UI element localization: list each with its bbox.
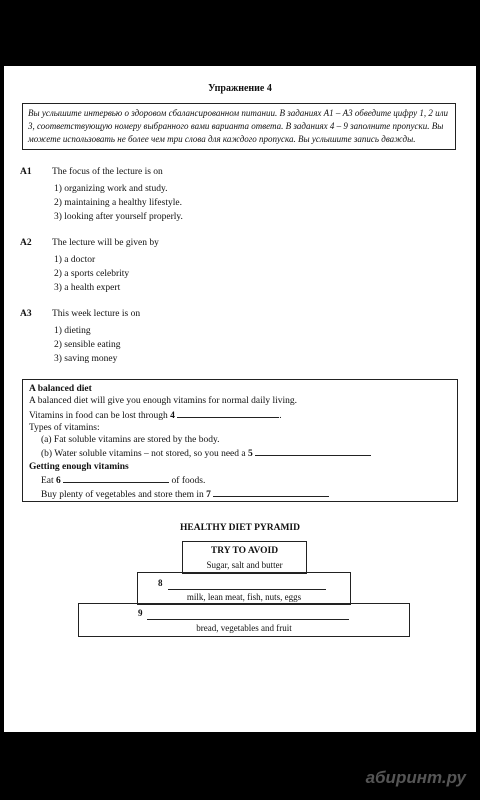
notes-heading: A balanced diet [29,384,92,394]
question-number: A1 [20,167,32,177]
gap-number: 8 [158,578,163,588]
question-stem: This week lecture is on [52,309,141,319]
gap-7-blank[interactable] [213,487,329,497]
option-1[interactable]: 1) dieting [54,326,91,336]
watermark-logo: абиринт.ру [365,768,466,787]
gap-number: 9 [138,608,143,618]
gap-number: 5 [247,449,253,460]
gap-number: 6 [56,476,61,487]
gap-6-blank[interactable] [63,473,169,483]
gap-9-blank[interactable] [147,619,349,620]
pyramid-middle-text: milk, lean meat, fish, nuts, eggs [186,592,302,602]
option-3[interactable]: 3) looking after yourself properly. [54,212,183,222]
pyramid-top-text: Sugar, salt and butter [206,560,283,570]
notes-line-gap-7: Buy plenty of vegetables and store them in 7 [29,487,451,501]
worksheet-page [4,66,476,732]
pyramid-bottom-text: bread, vegetables and fruit [196,623,292,633]
option-2[interactable]: 2) a sports celebrity [54,269,130,279]
notes-line-gap-5: (b) Water soluble vitamins – not stored, so you need a 5 [29,446,451,460]
pyramid-bottom-tier [78,603,410,637]
exercise-title: Упражнение 4 [208,83,272,94]
pyramid-title: HEALTHY DIET PYRAMID [179,523,300,533]
option-3[interactable]: 3) saving money [54,354,118,364]
gap-8-blank[interactable] [168,589,326,590]
option-1[interactable]: 1) organizing work and study. [54,184,168,194]
question-stem: The lecture will be given by [52,238,159,248]
gap-number: 7 [206,490,211,501]
notes-line-gap-4: Vitamins in food can be lost through 4 . [29,408,451,422]
pyramid-top-heading: TRY TO AVOID [210,546,279,556]
notes-heading: Getting enough vitamins [29,461,129,472]
question-number: A2 [20,238,32,248]
instructions-box: Вы услышите интервью о здоровом сбалансированном питании. В заданиях А1 – А3 обведите цифру 1, 2 или 3, соответствующую номеру выбранного вами варианта ответа. В заданиях 4 – 9 заполните пропуски. Вы можете использовать не более чем три слова для каждого пропуска. Вы услышите запись дважды. [22,103,456,150]
pyramid-middle-tier [137,572,351,605]
gap-5-blank[interactable] [255,446,371,456]
option-2[interactable]: 2) sensible eating [54,340,121,350]
option-2[interactable]: 2) maintaining a healthy lifestyle. [54,198,182,208]
notes-box [22,379,458,502]
notes-line: A balanced diet will give you enough vitamins for normal daily living. [29,396,298,407]
question-number: A3 [20,309,32,319]
pyramid-top-tier [182,541,307,574]
notes-line: (a) Fat soluble vitamins are stored by the body. [41,435,220,446]
question-stem: The focus of the lecture is on [52,167,163,177]
notes-line-gap-6: Eat 6 of foods. [29,473,451,487]
notes-line: Types of vitamins: [29,422,100,433]
gap-number: 4 [170,410,175,421]
option-3[interactable]: 3) a health expert [54,283,121,293]
option-1[interactable]: 1) a doctor [54,255,96,265]
gap-4-blank[interactable] [177,408,279,418]
